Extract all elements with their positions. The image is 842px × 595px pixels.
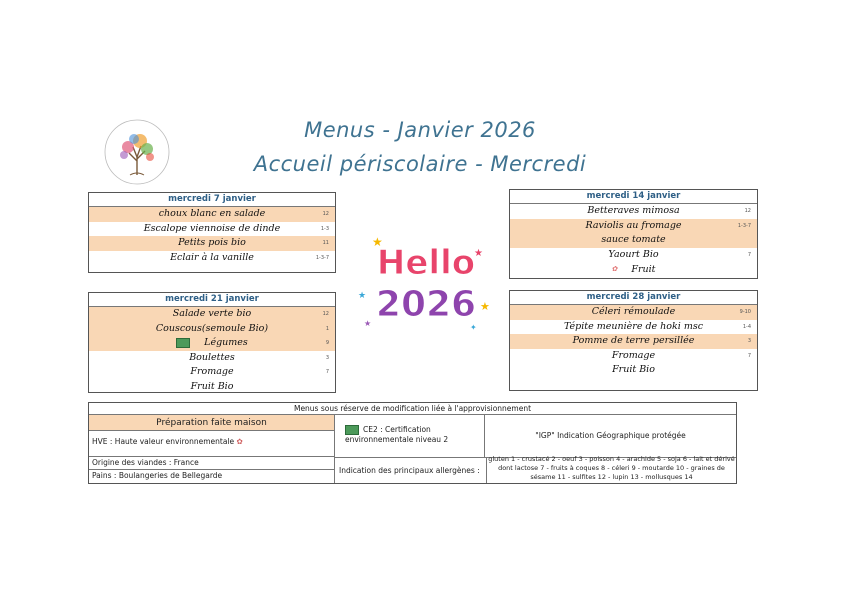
menu-item: Betteraves mimosa 12: [510, 204, 757, 219]
svg-text:✦: ✦: [470, 323, 477, 332]
bread-cell: Pains : Boulangeries de Bellegarde: [89, 470, 335, 483]
allergen-code: 12: [744, 208, 751, 214]
menu-item: Yaourt Bio 7: [510, 248, 757, 263]
igp-cell: "IGP" Indication Géographique protégée: [485, 415, 736, 458]
allergen-code: 1: [325, 325, 329, 332]
svg-text:★: ★: [364, 319, 372, 328]
menu-item: choux blanc en salade 12: [89, 207, 335, 222]
allergen-code: 11: [322, 240, 329, 246]
hve-icon: ✿: [236, 437, 243, 446]
menu-day-header: mercredi 7 janvier: [89, 193, 335, 207]
menu-day-21: [88, 292, 336, 393]
ce2-logo-icon: [345, 425, 359, 435]
organic-icon: ✿: [611, 265, 618, 273]
menu-item: ✿ Fruit: [611, 263, 656, 275]
allergen-code: 3: [747, 338, 751, 344]
legend-table: [88, 402, 737, 484]
menu-item: Légumes 9: [89, 336, 335, 351]
menu-item: Couscous(semoule Bio) 1: [89, 322, 335, 337]
menu-item: Fruit Bio: [612, 364, 655, 375]
menu-item: Céleri rémoulade 9-10: [510, 305, 757, 320]
homemade-cell: Préparation faite maison: [89, 415, 335, 431]
hve-logo-icon: [176, 338, 190, 348]
menu-day-header: mercredi 21 janvier: [89, 293, 335, 307]
menu-day-header: mercredi 28 janvier: [510, 291, 757, 305]
menu-day-header: mercredi 14 janvier: [510, 190, 757, 204]
allergen-code: 1-3: [320, 225, 329, 232]
svg-text:★: ★: [372, 235, 383, 249]
allergen-code: 12: [322, 311, 329, 317]
allergen-code: 7: [747, 352, 751, 359]
allergen-code: 1-3-7: [315, 254, 329, 261]
ce2-cell: CE2 : Certification environnementale niveau 2: [335, 415, 485, 458]
hve-cell: HVE : Haute valeur environnementale ✿: [89, 431, 335, 457]
menu-item: Boulettes 3: [89, 351, 335, 366]
allergen-code: 9-10: [739, 309, 751, 315]
allergen-code: 7: [747, 251, 751, 258]
hello-year: 2026: [375, 284, 477, 325]
meat-origin-cell: Origine des viandes : France: [89, 457, 335, 470]
menu-item: Salade verte bio 12: [89, 307, 335, 322]
allergen-code: 1-4: [742, 323, 751, 330]
hello-2026-badge: [352, 226, 500, 338]
allergen-code: 9: [325, 340, 329, 346]
menu-item: Tépite meunière de hoki msc 1-4: [510, 320, 757, 335]
tree-logo: [96, 117, 178, 187]
allergens-label: Indication des principaux allergènes :: [335, 458, 487, 483]
svg-text:★: ★: [358, 291, 367, 301]
menu-item: Petits pois bio 11: [89, 236, 335, 251]
allergen-code: 12: [322, 211, 329, 217]
svg-text:★: ★: [480, 300, 490, 313]
menu-item: sauce tomate: [510, 233, 757, 248]
menu-item: Raviolis au fromage 1-3-7: [510, 219, 757, 234]
legend-caption: Menus sous réserve de modification liée à l'approvisionnement: [89, 403, 736, 415]
menu-day-7: [88, 192, 336, 273]
menu-day-14: [509, 189, 758, 279]
allergen-code: 3: [325, 354, 329, 361]
page-subtitle: Accueil périscolaire - Mercredi: [253, 152, 587, 176]
svg-text:★: ★: [474, 248, 483, 259]
allergen-code: 1-3-7: [737, 222, 751, 229]
menu-day-28: [509, 290, 758, 391]
menu-item: Fromage 7: [89, 365, 335, 380]
allergens-list: gluten 1 - crustacé 2 - oeuf 3 - poisson 4 - arachide 5 - soja 6 - lait et dérivé dont lactose 7 - fruits à coques 8 - céleri 9 - moutarde 10 - graines de sésame 11 - sulfites 12 - lupin 13 - mollusques 14: [488, 455, 735, 481]
menu-item: Fromage 7: [510, 349, 757, 364]
menu-item: Eclair à la vanille 1-3-7: [89, 251, 335, 266]
allergen-code: 7: [325, 369, 329, 375]
hello-word: Hello: [376, 243, 476, 283]
page-title: Menus - Janvier 2026: [304, 118, 536, 142]
menu-item: Pomme de terre persillée 3: [510, 334, 757, 349]
menu-item: Fruit Bio: [190, 380, 234, 392]
menu-item: Escalope viennoise de dinde 1-3: [89, 222, 335, 237]
